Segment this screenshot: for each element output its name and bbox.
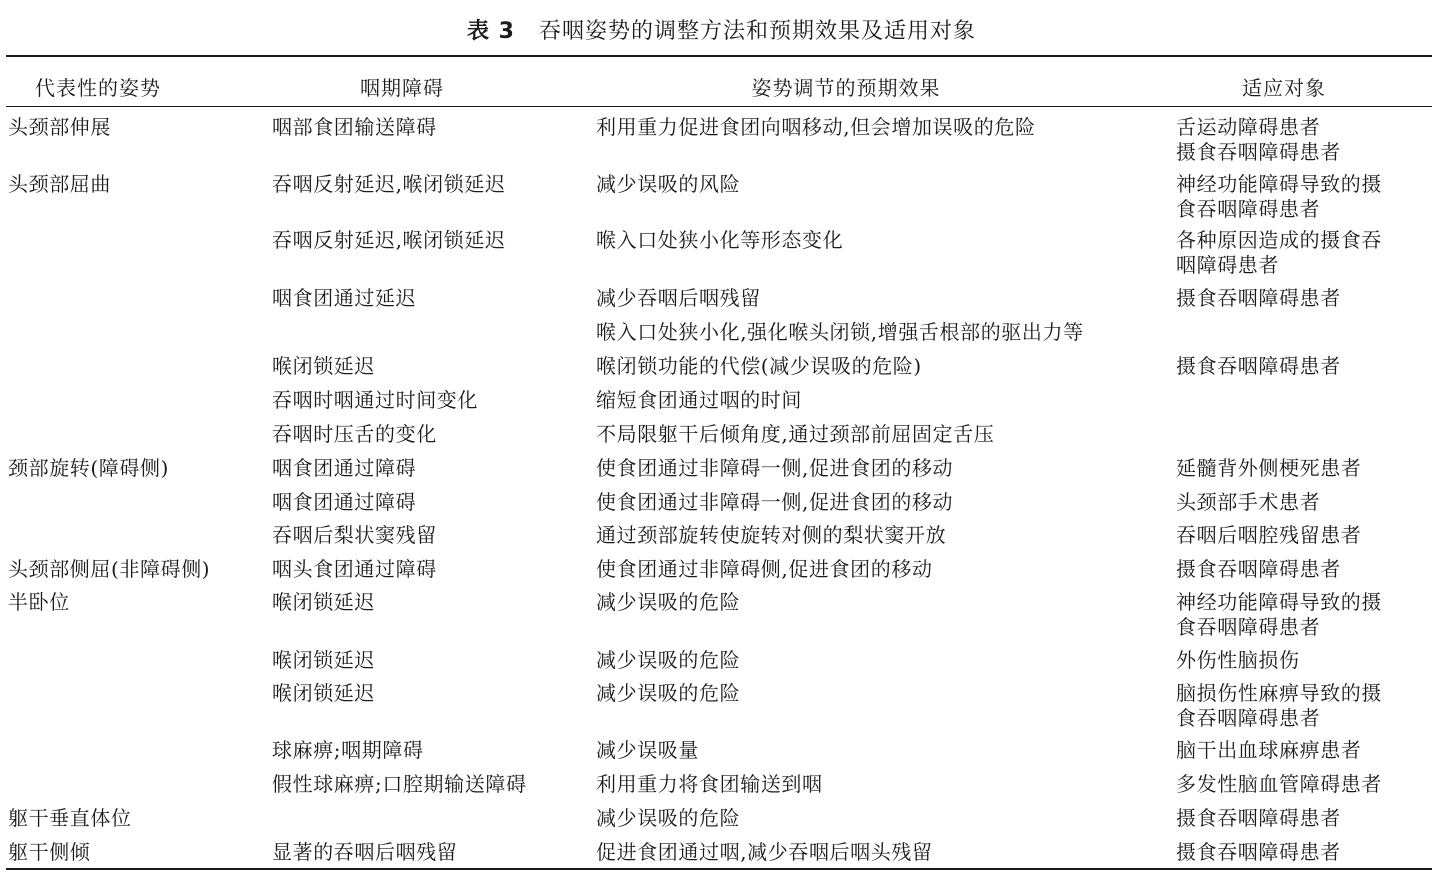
cell-target	[1176, 840, 1426, 865]
cell-disorder: 球麻痹;咽期障碍	[272, 738, 424, 762]
cell-effect: 减少误吸的危险	[596, 681, 741, 705]
cell-posture: 躯干垂直体位	[8, 806, 132, 830]
cell-effect: 减少吞咽后咽残留	[596, 286, 761, 310]
cell-posture: 半卧位	[8, 590, 70, 614]
cell-disorder: 喉闭锁延迟	[272, 590, 375, 614]
header-posture: 代表性的姿势	[35, 76, 161, 100]
cell-effect: 使食团通过非障碍一侧,促进食团的移动	[596, 490, 954, 514]
cell-target	[1176, 490, 1426, 515]
cell-target-line: 各种原因造成的摄食吞	[1176, 228, 1382, 252]
cell-disorder: 咽食团通过障碍	[272, 490, 417, 514]
cell-effect: 减少误吸的风险	[596, 172, 741, 196]
cell-effect: 使食团通过非障碍一侧,促进食团的移动	[596, 456, 954, 480]
cell-target-line: 吞咽后咽腔残留患者	[1176, 523, 1362, 547]
table-number: 表 3	[467, 19, 515, 44]
cell-target-line: 脑损伤性麻痹导致的摄	[1176, 681, 1382, 705]
cell-target	[1176, 456, 1426, 481]
cell-effect: 使食团通过非障碍侧,促进食团的移动	[596, 557, 933, 581]
cell-effect: 喉闭锁功能的代偿(减少误吸的危险)	[596, 354, 922, 378]
bottom-rule	[6, 868, 1432, 870]
cell-target-line: 多发性脑血管障碍患者	[1176, 772, 1382, 796]
cell-target-line: 摄食吞咽障碍患者	[1176, 557, 1341, 581]
cell-disorder: 吞咽时咽通过时间变化	[272, 388, 478, 412]
cell-target	[1176, 738, 1426, 763]
cell-target	[1176, 590, 1426, 640]
cell-disorder: 喉闭锁延迟	[272, 648, 375, 672]
cell-target	[1176, 681, 1426, 731]
table-caption	[0, 14, 1443, 45]
header-disorder: 咽期障碍	[360, 76, 444, 100]
header-rule	[6, 106, 1432, 107]
cell-target	[1176, 286, 1426, 311]
cell-target-line: 摄食吞咽障碍患者	[1176, 286, 1341, 310]
cell-target-line: 脑干出血球麻痹患者	[1176, 738, 1362, 762]
cell-effect: 减少误吸的危险	[596, 648, 741, 672]
cell-disorder: 咽部食团输送障碍	[272, 115, 437, 139]
cell-target-line: 摄食吞咽障碍患者	[1176, 140, 1341, 164]
cell-target-line: 摄食吞咽障碍患者	[1176, 840, 1341, 864]
cell-target-line: 神经功能障碍导致的摄	[1176, 172, 1382, 196]
cell-disorder: 咽食团通过障碍	[272, 456, 417, 480]
cell-target	[1176, 772, 1426, 797]
cell-posture: 头颈部侧屈(非障碍侧)	[8, 557, 211, 581]
cell-effect: 通过颈部旋转使旋转对侧的梨状窦开放	[596, 523, 947, 547]
cell-target-line: 食吞咽障碍患者	[1176, 615, 1321, 639]
cell-effect: 缩短食团通过咽的时间	[596, 388, 802, 412]
cell-target	[1176, 172, 1426, 222]
cell-target	[1176, 557, 1426, 582]
cell-target	[1176, 523, 1426, 548]
cell-target	[1176, 806, 1426, 831]
cell-disorder: 喉闭锁延迟	[272, 681, 375, 705]
header-effect: 姿势调节的预期效果	[751, 76, 941, 100]
cell-target	[1176, 228, 1426, 278]
cell-disorder: 吞咽反射延迟,喉闭锁延迟	[272, 172, 506, 196]
cell-effect: 减少误吸的危险	[596, 590, 741, 614]
cell-target-line: 头颈部手术患者	[1176, 490, 1321, 514]
cell-disorder: 吞咽后梨状窦残留	[272, 523, 437, 547]
cell-target	[1176, 115, 1426, 165]
top-rule	[6, 55, 1432, 57]
header-target: 适应对象	[1242, 76, 1326, 100]
cell-effect: 利用重力促进食团向咽移动,但会增加误吸的危险	[596, 115, 1036, 139]
cell-disorder: 喉闭锁延迟	[272, 354, 375, 378]
cell-effect: 促进食团通过咽,减少吞咽后咽头残留	[596, 840, 933, 864]
cell-disorder: 吞咽反射延迟,喉闭锁延迟	[272, 228, 506, 252]
cell-target-line: 神经功能障碍导致的摄	[1176, 590, 1382, 614]
cell-target	[1176, 648, 1426, 673]
cell-posture: 头颈部屈曲	[8, 172, 111, 196]
cell-disorder: 咽头食团通过障碍	[272, 557, 437, 581]
cell-target-line: 食吞咽障碍患者	[1176, 197, 1321, 221]
cell-disorder: 显著的吞咽后咽残留	[272, 840, 458, 864]
cell-target-line: 外伤性脑损伤	[1176, 648, 1300, 672]
cell-disorder: 咽食团通过延迟	[272, 286, 417, 310]
table-header	[0, 72, 1443, 98]
cell-effect: 不局限躯干后倾角度,通过颈部前屈固定舌压	[596, 422, 995, 446]
cell-posture: 头颈部伸展	[8, 115, 111, 139]
cell-target-line: 摄食吞咽障碍患者	[1176, 354, 1341, 378]
cell-disorder: 吞咽时压舌的变化	[272, 422, 437, 446]
cell-effect: 喉入口处狭小化,强化喉头闭锁,增强舌根部的驱出力等	[596, 320, 1084, 344]
table-title: 吞咽姿势的调整方法和预期效果及适用对象	[538, 19, 976, 44]
cell-effect: 喉入口处狭小化等形态变化	[596, 228, 844, 252]
cell-target-line: 舌运动障碍患者	[1176, 115, 1321, 139]
cell-posture: 颈部旋转(障碍侧)	[8, 456, 170, 480]
cell-target-line: 咽障碍患者	[1176, 253, 1279, 277]
cell-target-line: 食吞咽障碍患者	[1176, 706, 1321, 730]
cell-target-line: 延髓背外侧梗死患者	[1176, 456, 1362, 480]
cell-effect: 利用重力将食团输送到咽	[596, 772, 823, 796]
cell-effect: 减少误吸量	[596, 738, 699, 762]
cell-effect: 减少误吸的危险	[596, 806, 741, 830]
cell-target-line: 摄食吞咽障碍患者	[1176, 806, 1341, 830]
cell-disorder: 假性球麻痹;口腔期输送障碍	[272, 772, 527, 796]
cell-posture: 躯干侧倾	[8, 840, 91, 864]
cell-target	[1176, 354, 1426, 379]
